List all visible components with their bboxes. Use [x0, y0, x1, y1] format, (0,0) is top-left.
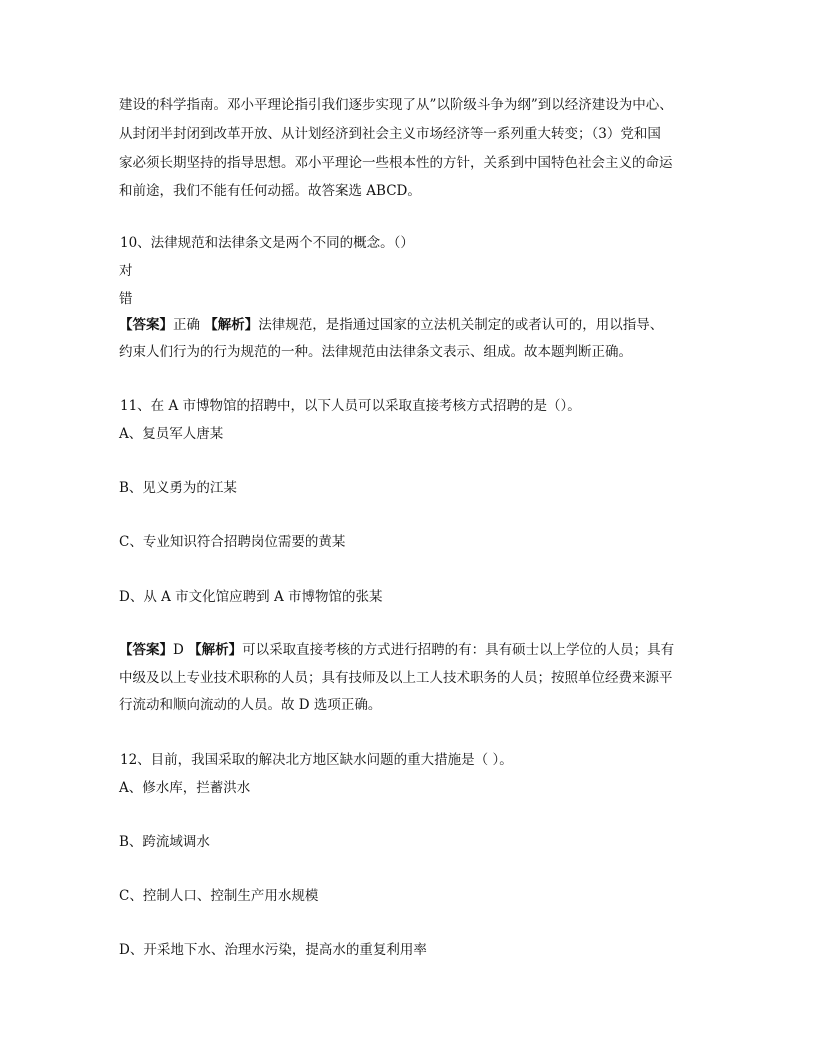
option-c: C、专业知识符合招聘岗位需要的黄某	[119, 534, 346, 550]
answer-tag: 【答案】	[119, 642, 173, 658]
paragraph-line: 建设的科学指南。邓小平理论指引我们逐步实现了从”以阶级斗争为纲”到以经济建设为中心、	[119, 97, 673, 113]
option-a: A、修水库，拦蓄洪水	[119, 780, 251, 796]
question-10: 10、法律规范和法律条文是两个不同的概念。（）	[120, 235, 414, 251]
option-true: 对	[119, 263, 133, 279]
option-b: B、见义勇为的江某	[119, 480, 237, 496]
analysis-line: 中级及以上专业技术职称的人员；具有技师及以上工人技术职务的人员；按照单位经费来源平	[119, 670, 673, 686]
analysis-line: 约束人们行为的行为规范的一种。法律规范由法律条文表示、组成。故本题判断正确。	[119, 344, 632, 360]
question-11: 11、在 A 市博物馆的招聘中，以下人员可以采取直接考核方式招聘的是（）。	[120, 398, 581, 414]
analysis-text: 可以采取直接考核的方式进行招聘的有：具有硕士以上学位的人员；具有	[242, 642, 675, 658]
option-b: B、跨流域调水	[119, 834, 210, 850]
question-12: 12、目前，我国采取的解决北方地区缺水问题的重大措施是（ ）。	[120, 752, 513, 768]
analysis-tag: 【解析】	[204, 317, 259, 333]
analysis-line: 行流动和顺向流动的人员。故 D 选项正确。	[119, 697, 382, 713]
option-d: D、开采地下水、治理水污染，提高水的重复利用率	[119, 942, 427, 958]
analysis-tag: 【解析】	[188, 642, 243, 658]
option-d: D、从 A 市文化馆应聘到 A 市博物馆的张某	[119, 589, 383, 605]
answer-tag: 【答案】	[119, 317, 173, 333]
option-false: 错	[119, 291, 133, 307]
paragraph-line: 和前途，我们不能有任何动摇。故答案选 ABCD。	[119, 183, 421, 199]
option-a: A、复员军人唐某	[119, 426, 224, 442]
analysis-text: 法律规范，是指通过国家的立法机关制定的或者认可的，用以指导、	[258, 317, 664, 333]
answer-value: D	[173, 642, 184, 658]
option-c: C、控制人口、控制生产用水规模	[119, 888, 319, 904]
paragraph-line: 家必须长期坚持的指导思想。邓小平理论一些根本性的方针，关系到中国特色社会主义的命运	[119, 155, 673, 171]
answer-line	[119, 315, 663, 335]
answer-value: 正确	[173, 317, 200, 333]
paragraph-line: 从封闭半封闭到改革开放、从计划经济到社会主义市场经济等一系列重大转变；（3）党和国	[119, 126, 661, 142]
answer-line	[119, 640, 674, 660]
